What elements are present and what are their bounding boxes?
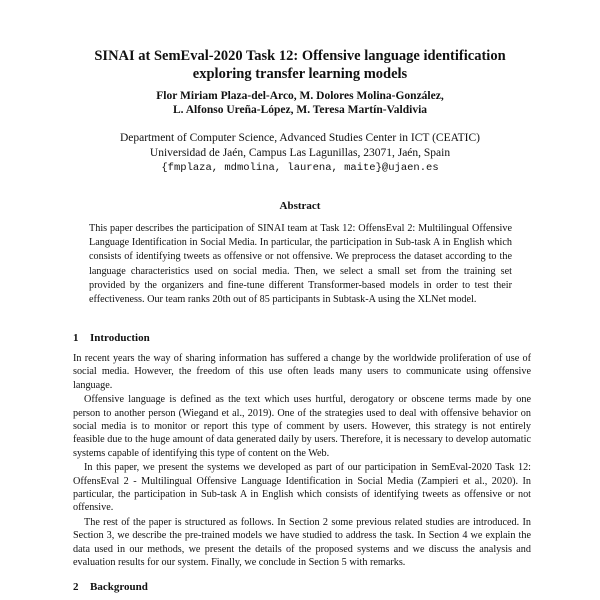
author-emails: {fmplaza, mdmolina, laurena, maite}@ujaen.es xyxy=(161,162,439,174)
abstract-heading: Abstract xyxy=(279,200,321,212)
abstract-text: This paper describes the participation of SINAI team at Task 12: OffensEval 2: Multilingual Offensive Language Identification in Social Media. In particular, the participation in Sub-task A in English which consists of identifying tweets as offensive or not offensive. We preprocess the dataset according to the language characteristics used on social media. Then, we select a small set from the training set provided by the organizers and fine-tune different Transformer-based models in order to test their effectiveness. Our team ranks 20th out of 85 participants in Subtask-A using the XLNet model. xyxy=(89,223,512,306)
paragraph: The rest of the paper is structured as follows. In Section 2 some previous related studies are introduced. In Section 3, we describe the pre-trained models we have studied to address the task. In Section 4 we explain the data used in our methods, we present the details of the proposed systems and we discuss the analysis and evaluation results for our system. Finally, we conclude in Section 5 with remarks. xyxy=(73,517,531,568)
section-1-body xyxy=(73,352,531,571)
authors-line-2: L. Alfonso Ureña-López, M. Teresa Martín-Valdivia xyxy=(172,104,428,116)
paper-title-line-1: SINAI at SemEval-2020 Task 12: Offensive language identification xyxy=(94,48,506,64)
paragraph: In recent years the way of sharing information has suffered a change by the worldwide proliferation of use of social media. However, the freedom of this use often leads many users to communicate using offensive language. xyxy=(73,353,531,391)
section-2-title: Background xyxy=(90,581,148,593)
section-1-number: 1 xyxy=(73,332,79,344)
affiliation-line-2: Universidad de Jaén, Campus Las Lagunillas, 23071, Jaén, Spain xyxy=(149,147,451,159)
authors-line-1: Flor Miriam Plaza-del-Arco, M. Dolores Molina-González, xyxy=(156,90,444,102)
paragraph: Offensive language is defined as the text which uses hurtful, derogatory or obscene terms made by one person to another person (Wiegand et al., 2019). One of the strategies used to deal with offensive behavior on social media is to monitor or report this type of comment by users. However, this strategy is not entirely feasible due to the huge amount of data generated daily by users. Therefore, it is necessary to develop automatic systems capable of identifying this type of content on the Web. xyxy=(73,394,531,459)
section-1-heading xyxy=(73,332,150,345)
section-1-title: Introduction xyxy=(90,332,150,344)
section-2-heading xyxy=(73,581,148,594)
paragraph: In this paper, we present the systems we developed as part of our participation in SemEval-2020 Task 12: OffensEval 2 - Multilingual Offensive Language Identification in Social Media (Zampieri et al., 2020). In particular, the participation in Sub-task A in English which consists of identifying tweets as offensive or not offensive. xyxy=(73,462,531,514)
paper-title-line-2: exploring transfer learning models xyxy=(192,66,408,82)
section-2-number: 2 xyxy=(73,581,79,593)
affiliation-line-1: Department of Computer Science, Advanced Studies Center in ICT (CEATIC) xyxy=(119,132,481,144)
